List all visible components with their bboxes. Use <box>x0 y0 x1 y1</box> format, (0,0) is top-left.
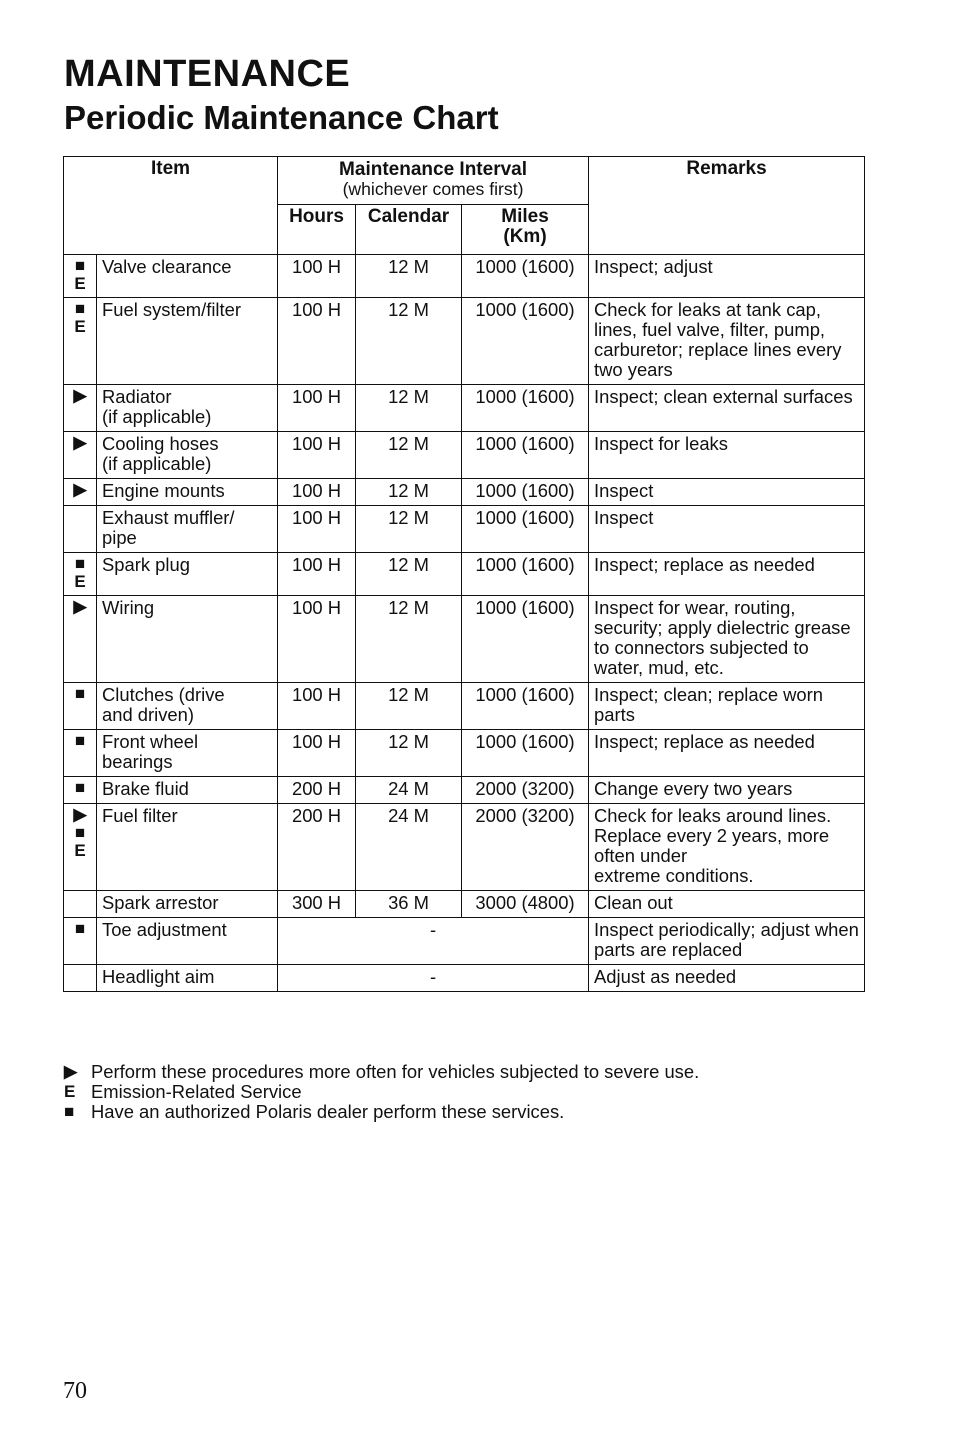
item-name: Cooling hoses (if applicable) <box>97 432 278 479</box>
interval-miles: 1000 (1600) <box>462 255 589 298</box>
square-icon: ■ <box>74 256 86 275</box>
interval-calendar: 12 M <box>356 432 462 479</box>
remarks: Inspect for leaks <box>589 432 865 479</box>
interval-calendar: 12 M <box>356 730 462 777</box>
emission-e-icon: E <box>74 841 86 860</box>
item-name: Valve clearance <box>97 255 278 298</box>
service-symbols <box>64 255 97 298</box>
item-name: Headlight aim <box>97 965 278 992</box>
square-icon: ■ <box>74 554 86 573</box>
service-symbols <box>64 918 97 965</box>
interval-calendar: 36 M <box>356 891 462 918</box>
interval-hours: 100 H <box>278 298 356 385</box>
remarks: Adjust as needed <box>589 965 865 992</box>
table-row <box>64 506 865 553</box>
remarks: Clean out <box>589 891 865 918</box>
legend-text: Have an authorized Polaris dealer perform these services. <box>91 1101 565 1122</box>
interval-miles: 1000 (1600) <box>462 683 589 730</box>
legend-item <box>64 1102 699 1122</box>
table-row <box>64 918 865 965</box>
service-symbols <box>64 385 97 432</box>
interval-not-applicable: - <box>278 965 589 992</box>
legend-item <box>64 1082 699 1102</box>
square-icon: ■ <box>74 778 86 797</box>
emission-e-icon: E <box>74 317 86 336</box>
item-name: Fuel filter <box>97 804 278 891</box>
interval-miles: 3000 (4800) <box>462 891 589 918</box>
table-row <box>64 553 865 596</box>
table-row <box>64 730 865 777</box>
item-name: Wiring <box>97 596 278 683</box>
interval-miles: 1000 (1600) <box>462 385 589 432</box>
interval-miles: 1000 (1600) <box>462 432 589 479</box>
table-row <box>64 777 865 804</box>
header-interval <box>278 157 589 205</box>
service-symbols <box>64 804 97 891</box>
service-symbols <box>64 553 97 596</box>
interval-hours: 100 H <box>278 553 356 596</box>
table-row <box>64 385 865 432</box>
interval-calendar: 12 M <box>356 255 462 298</box>
interval-calendar: 24 M <box>356 804 462 891</box>
remarks: Inspect; replace as needed <box>589 730 865 777</box>
triangle-icon: ▶ <box>73 597 87 616</box>
item-name: Engine mounts <box>97 479 278 506</box>
interval-miles: 1000 (1600) <box>462 730 589 777</box>
square-icon: ■ <box>74 919 86 938</box>
service-symbols <box>64 298 97 385</box>
triangle-icon: ▶ <box>73 433 87 452</box>
interval-hours: 100 H <box>278 596 356 683</box>
table-row <box>64 683 865 730</box>
remarks: Inspect <box>589 506 865 553</box>
item-name: Toe adjustment <box>97 918 278 965</box>
table-row <box>64 891 865 918</box>
emission-e-icon: E <box>74 274 86 293</box>
remarks: Check for leaks at tank cap, lines, fuel valve, filter, pump, carburetor; replace lines every two years <box>589 298 865 385</box>
service-symbols <box>64 891 97 918</box>
legend-item <box>64 1062 699 1082</box>
item-name: Clutches (drive and driven) <box>97 683 278 730</box>
legend-text: Perform these procedures more often for vehicles subjected to severe use. <box>91 1061 700 1082</box>
interval-not-applicable: - <box>278 918 589 965</box>
interval-hours: 100 H <box>278 730 356 777</box>
interval-calendar: 12 M <box>356 596 462 683</box>
header-hours: Hours <box>278 205 356 255</box>
interval-miles: 1000 (1600) <box>462 596 589 683</box>
header-calendar: Calendar <box>356 205 462 255</box>
header-interval-label: Maintenance Interval <box>339 159 527 180</box>
table-header-row <box>64 157 865 205</box>
emission-e-icon: E <box>64 1082 76 1101</box>
square-icon: ■ <box>74 299 86 318</box>
item-name: Front wheel bearings <box>97 730 278 777</box>
square-icon: ■ <box>74 684 86 703</box>
remarks: Inspect <box>589 479 865 506</box>
remarks: Check for leaks around lines. Replace every 2 years, more often under extreme conditions. <box>589 804 865 891</box>
page-subtitle: Periodic Maintenance Chart <box>64 99 499 136</box>
interval-calendar: 12 M <box>356 479 462 506</box>
service-symbols <box>64 730 97 777</box>
legend <box>64 1062 699 1122</box>
table-row <box>64 479 865 506</box>
item-name: Brake fluid <box>97 777 278 804</box>
service-symbols <box>64 432 97 479</box>
page-title: MAINTENANCE <box>64 53 351 95</box>
triangle-icon: ▶ <box>73 805 87 824</box>
remarks: Inspect; replace as needed <box>589 553 865 596</box>
service-symbols <box>64 479 97 506</box>
item-name: Exhaust muffler/ pipe <box>97 506 278 553</box>
item-name: Spark plug <box>97 553 278 596</box>
interval-miles: 1000 (1600) <box>462 479 589 506</box>
interval-miles: 2000 (3200) <box>462 777 589 804</box>
remarks: Inspect for wear, routing, security; apply dielectric grease to connectors subjected to water, mud, etc. <box>589 596 865 683</box>
table-row <box>64 298 865 385</box>
header-item: Item <box>64 157 278 255</box>
item-name: Radiator (if applicable) <box>97 385 278 432</box>
interval-hours: 100 H <box>278 255 356 298</box>
table-row <box>64 965 865 992</box>
interval-calendar: 12 M <box>356 298 462 385</box>
square-icon: ■ <box>74 731 86 750</box>
service-symbols <box>64 506 97 553</box>
interval-miles: 2000 (3200) <box>462 804 589 891</box>
remarks: Inspect periodically; adjust when parts are replaced <box>589 918 865 965</box>
triangle-icon: ▶ <box>73 480 87 499</box>
interval-calendar: 12 M <box>356 385 462 432</box>
header-remarks: Remarks <box>589 157 865 255</box>
table-row <box>64 804 865 891</box>
interval-calendar: 12 M <box>356 683 462 730</box>
triangle-icon: ▶ <box>73 386 87 405</box>
page-number: 70 <box>63 1378 87 1404</box>
remarks: Inspect; clean external surfaces <box>589 385 865 432</box>
remarks: Inspect; clean; replace worn parts <box>589 683 865 730</box>
interval-hours: 100 H <box>278 506 356 553</box>
interval-hours: 200 H <box>278 804 356 891</box>
table-row <box>64 432 865 479</box>
service-symbols <box>64 596 97 683</box>
interval-calendar: 12 M <box>356 553 462 596</box>
interval-miles: 1000 (1600) <box>462 298 589 385</box>
interval-miles: 1000 (1600) <box>462 506 589 553</box>
square-icon: ■ <box>64 1102 75 1121</box>
interval-hours: 200 H <box>278 777 356 804</box>
interval-hours: 100 H <box>278 432 356 479</box>
interval-calendar: 24 M <box>356 777 462 804</box>
legend-text: Emission-Related Service <box>91 1081 302 1102</box>
interval-calendar: 12 M <box>356 506 462 553</box>
emission-e-icon: E <box>74 572 86 591</box>
header-interval-note: (whichever comes first) <box>342 179 524 199</box>
interval-miles: 1000 (1600) <box>462 553 589 596</box>
item-name: Fuel system/filter <box>97 298 278 385</box>
interval-hours: 100 H <box>278 683 356 730</box>
triangle-icon: ▶ <box>64 1062 78 1081</box>
service-symbols <box>64 683 97 730</box>
remarks: Change every two years <box>589 777 865 804</box>
service-symbols <box>64 965 97 992</box>
item-name: Spark arrestor <box>97 891 278 918</box>
header-miles: Miles (Km) <box>462 205 589 255</box>
remarks: Inspect; adjust <box>589 255 865 298</box>
service-symbols <box>64 777 97 804</box>
interval-hours: 100 H <box>278 479 356 506</box>
interval-hours: 100 H <box>278 385 356 432</box>
interval-hours: 300 H <box>278 891 356 918</box>
square-icon: ■ <box>74 823 86 842</box>
table-row <box>64 255 865 298</box>
maintenance-chart-table <box>63 156 865 992</box>
table-row <box>64 596 865 683</box>
